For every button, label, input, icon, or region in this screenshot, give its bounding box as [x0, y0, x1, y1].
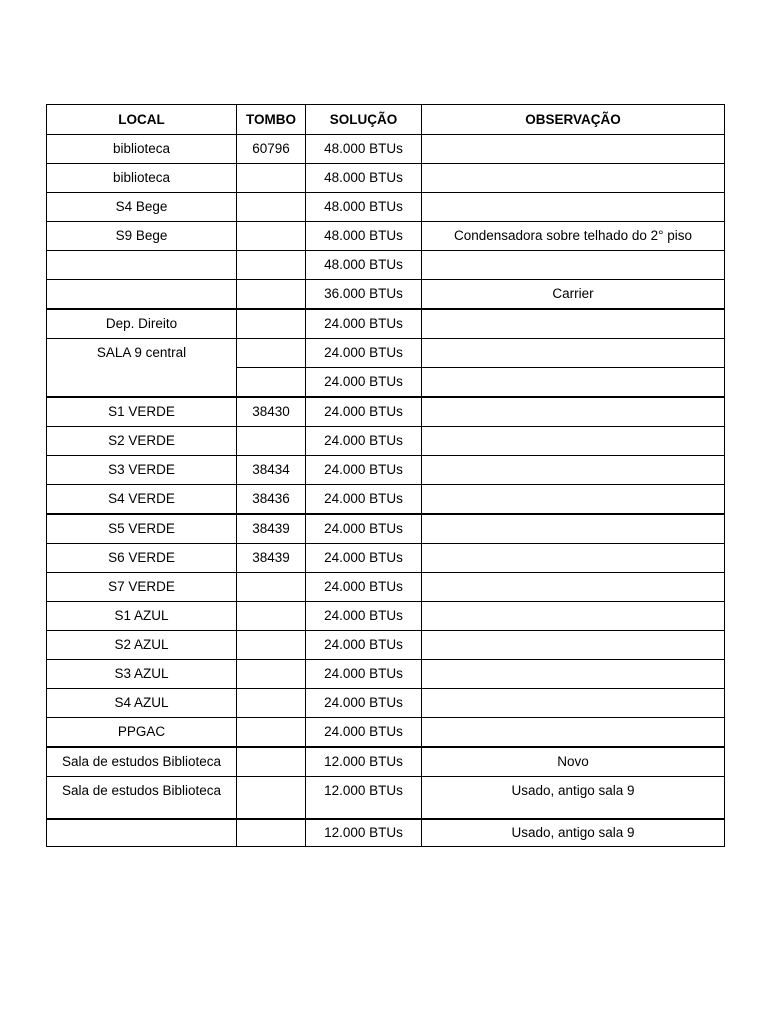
cell-local: S9 Bege: [47, 222, 237, 251]
cell-observacao: [422, 397, 725, 427]
table-row: [47, 135, 725, 164]
cell-tombo: 38434: [237, 456, 306, 485]
cell-solucao: 24.000 BTUs: [306, 544, 422, 573]
cell-observacao: Usado, antigo sala 9: [422, 777, 725, 820]
cell-tombo: [237, 251, 306, 280]
cell-observacao: [422, 660, 725, 689]
cell-local: S2 VERDE: [47, 427, 237, 456]
cell-local: S4 Bege: [47, 193, 237, 222]
cell-solucao: 48.000 BTUs: [306, 164, 422, 193]
cell-observacao: [422, 631, 725, 660]
cell-solucao: 48.000 BTUs: [306, 193, 422, 222]
cell-solucao: 24.000 BTUs: [306, 718, 422, 748]
table-row: [47, 718, 725, 748]
cell-observacao: Carrier: [422, 280, 725, 310]
cell-solucao: 24.000 BTUs: [306, 339, 422, 368]
cell-solucao: 24.000 BTUs: [306, 514, 422, 544]
cell-observacao: [422, 135, 725, 164]
cell-local: biblioteca: [47, 164, 237, 193]
table-row: [47, 164, 725, 193]
cell-local: S7 VERDE: [47, 573, 237, 602]
table-row: [47, 193, 725, 222]
cell-solucao: 24.000 BTUs: [306, 689, 422, 718]
header-tombo: TOMBO: [237, 105, 306, 135]
cell-observacao: [422, 164, 725, 193]
cell-local: [47, 280, 237, 310]
cell-local: S4 VERDE: [47, 485, 237, 515]
cell-local: Sala de estudos Biblioteca: [47, 777, 237, 820]
cell-observacao: Condensadora sobre telhado do 2° piso: [422, 222, 725, 251]
cell-tombo: [237, 777, 306, 820]
header-observacao: OBSERVAÇÃO: [422, 105, 725, 135]
cell-tombo: [237, 602, 306, 631]
table-row: [47, 514, 725, 544]
cell-solucao: 12.000 BTUs: [306, 819, 422, 847]
cell-observacao: [422, 309, 725, 339]
cell-solucao: 24.000 BTUs: [306, 427, 422, 456]
cell-solucao: 24.000 BTUs: [306, 602, 422, 631]
cell-tombo: [237, 660, 306, 689]
table-row: [47, 251, 725, 280]
equipment-table: [46, 104, 725, 847]
cell-local: SALA 9 central: [47, 339, 237, 398]
cell-local: PPGAC: [47, 718, 237, 748]
cell-observacao: [422, 514, 725, 544]
cell-tombo: 38439: [237, 514, 306, 544]
cell-local: S2 AZUL: [47, 631, 237, 660]
cell-observacao: [422, 485, 725, 515]
cell-tombo: [237, 747, 306, 777]
cell-solucao: 48.000 BTUs: [306, 222, 422, 251]
cell-local: [47, 251, 237, 280]
cell-solucao: 24.000 BTUs: [306, 456, 422, 485]
cell-tombo: 60796: [237, 135, 306, 164]
table-row: [47, 573, 725, 602]
table-row: [47, 689, 725, 718]
cell-local: S1 VERDE: [47, 397, 237, 427]
table-row: [47, 631, 725, 660]
table-row: [47, 777, 725, 820]
cell-observacao: [422, 427, 725, 456]
table-row: [47, 309, 725, 339]
cell-observacao: [422, 544, 725, 573]
cell-local: Sala de estudos Biblioteca: [47, 747, 237, 777]
cell-solucao: 12.000 BTUs: [306, 777, 422, 820]
cell-observacao: [422, 456, 725, 485]
cell-observacao: [422, 689, 725, 718]
cell-tombo: [237, 573, 306, 602]
table-row: [47, 397, 725, 427]
table-row: [47, 222, 725, 251]
cell-tombo: [237, 339, 306, 368]
cell-tombo: [237, 309, 306, 339]
table-row: [47, 602, 725, 631]
header-row: [47, 105, 725, 135]
table-row: [47, 280, 725, 310]
cell-solucao: 24.000 BTUs: [306, 573, 422, 602]
cell-tombo: 38439: [237, 544, 306, 573]
cell-solucao: 48.000 BTUs: [306, 135, 422, 164]
cell-solucao: 24.000 BTUs: [306, 660, 422, 689]
cell-observacao: [422, 251, 725, 280]
cell-observacao: [422, 573, 725, 602]
table-row: [47, 544, 725, 573]
table-row: [47, 485, 725, 515]
table-row: [47, 747, 725, 777]
cell-observacao: [422, 602, 725, 631]
table-row: [47, 660, 725, 689]
cell-observacao: [422, 368, 725, 398]
cell-observacao: [422, 193, 725, 222]
cell-tombo: [237, 164, 306, 193]
cell-solucao: 24.000 BTUs: [306, 397, 422, 427]
table-row: [47, 819, 725, 847]
cell-local: [47, 819, 237, 847]
cell-tombo: [237, 427, 306, 456]
cell-solucao: 24.000 BTUs: [306, 631, 422, 660]
cell-local: S3 VERDE: [47, 456, 237, 485]
cell-tombo: [237, 631, 306, 660]
cell-observacao: Novo: [422, 747, 725, 777]
cell-local: biblioteca: [47, 135, 237, 164]
cell-local: S4 AZUL: [47, 689, 237, 718]
cell-observacao: [422, 339, 725, 368]
header-solucao: SOLUÇÃO: [306, 105, 422, 135]
table-row: [47, 456, 725, 485]
cell-tombo: [237, 222, 306, 251]
cell-tombo: [237, 689, 306, 718]
cell-tombo: [237, 368, 306, 398]
cell-solucao: 24.000 BTUs: [306, 485, 422, 515]
table-row: [47, 339, 725, 368]
cell-solucao: 48.000 BTUs: [306, 251, 422, 280]
cell-tombo: [237, 280, 306, 310]
cell-tombo: [237, 819, 306, 847]
cell-tombo: [237, 718, 306, 748]
cell-tombo: [237, 193, 306, 222]
header-local: LOCAL: [47, 105, 237, 135]
cell-observacao: Usado, antigo sala 9: [422, 819, 725, 847]
cell-tombo: 38430: [237, 397, 306, 427]
cell-local: S1 AZUL: [47, 602, 237, 631]
cell-observacao: [422, 718, 725, 748]
cell-local: S3 AZUL: [47, 660, 237, 689]
cell-solucao: 24.000 BTUs: [306, 368, 422, 398]
cell-local: S5 VERDE: [47, 514, 237, 544]
cell-solucao: 36.000 BTUs: [306, 280, 422, 310]
cell-solucao: 24.000 BTUs: [306, 309, 422, 339]
cell-local: S6 VERDE: [47, 544, 237, 573]
table-row: [47, 427, 725, 456]
cell-tombo: 38436: [237, 485, 306, 515]
cell-local: Dep. Direito: [47, 309, 237, 339]
cell-solucao: 12.000 BTUs: [306, 747, 422, 777]
